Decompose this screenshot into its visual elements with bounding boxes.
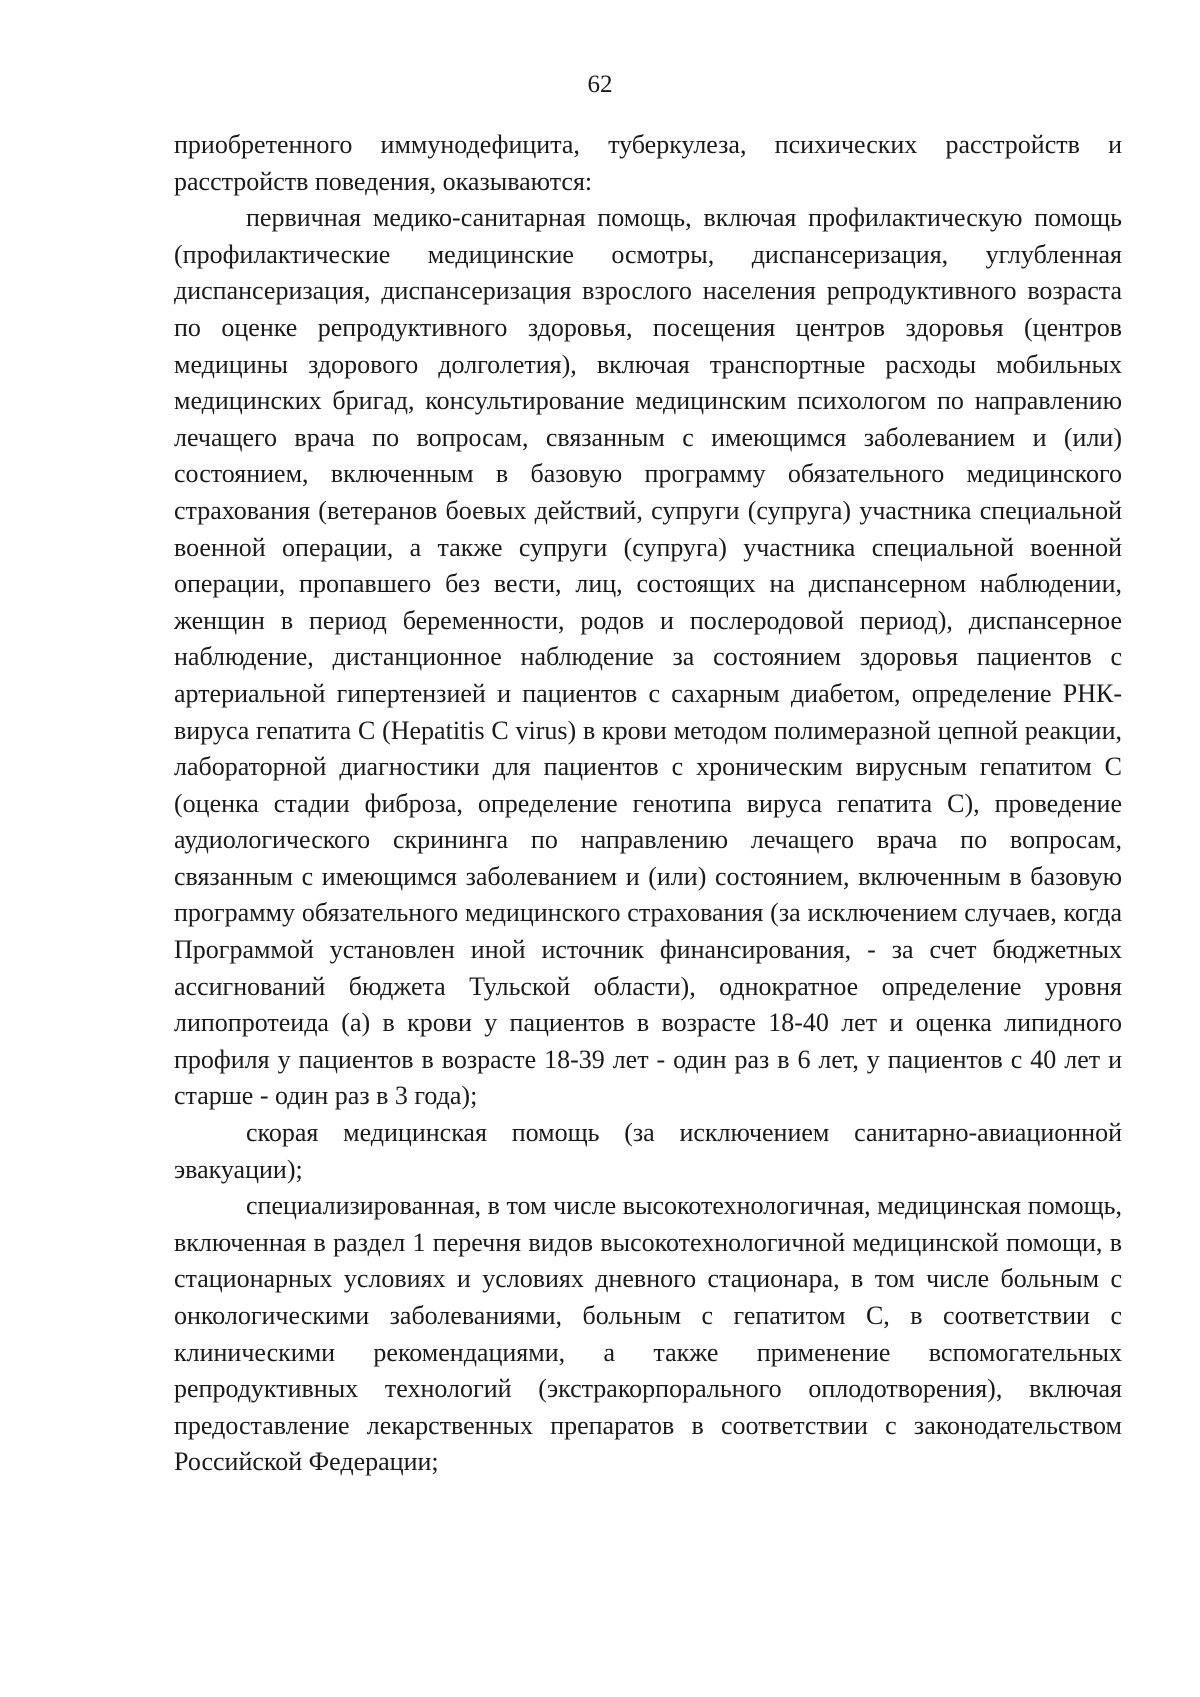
paragraph-emergency-care: скорая медицинская помощь (за исключением санитарно-авиационной эвакуации); [174,1118,1122,1184]
paragraph-continuation: приобретенного иммунодефицита, туберкулеза, психических расстройств и расстройств поведения, оказываются: [174,130,1122,196]
page-number: 62 [587,71,613,98]
paragraph-primary-care: первичная медико-санитарная помощь, включая профилактическую помощь (профилактические медицинские осмотры, диспансеризация, углубленная диспансеризация, диспансеризация взрослого населения репродуктивного возраста по оценке репродуктивного здоровья, посещения центров здоровья (центров медицины здорового долголетия), включая транспортные расходы мобильных медицинских бригад, консультирование медицинским психологом по направлению лечащего врача по вопросам, связанным с имеющимся заболеванием и (или) состоянием, включенным в базовую программу обязательного медицинского страхования (ветеранов боевых действий, супруги (супруга) участника специальной военной операции, а также супруги (супруга) участника специальной военной операции, пропавшего без вести, лиц, состоящих на диспансерном наблюдении, женщин в период беременности, родов и послеродовой период), диспансерное наблюдение, дистанционное наблюдение за состоянием здоровья пациентов с артериальной гипертензией и пациентов с сахарным диабетом, определение РНК-вируса гепатита C (Hepatitis C virus) в крови методом полимеразной цепной реакции, лабораторной диагностики для пациентов с хроническим вирусным гепатитом C (оценка стадии фиброза, определение генотипа вируса гепатита C), проведение аудиологического скрининга по направлению лечащего врача по вопросам, связанным с имеющимся заболеванием и (или) состоянием, включенным в базовую программу обязательного медицинского страхования (за исключением случаев, когда Программой установлен иной источник финансирования, - за счет бюджетных ассигнований бюджета Тульской области), однократное определение уровня липопротеида (а) в крови у пациентов в возрасте 18-40 лет и оценка липидного профиля у пациентов в возрасте 18-39 лет - один раз в 6 лет, у пациентов с 40 лет и старше - один раз в 3 года); [174,203,1122,1111]
document-body [174,127,1122,1481]
paragraph-specialized-care: специализированная, в том числе высокотехнологичная, медицинская помощь, включенная в раздел 1 перечня видов высокотехнологичной медицинской помощи, в стационарных условиях и условиях дневного стационара, в том числе больным с онкологическими заболеваниями, больным с гепатитом C, в соответствии с клиническими рекомендациями, а также применение вспомогательных репродуктивных технологий (экстракорпорального оплодотворения), включая предоставление лекарственных препаратов в соответствии с законодательством Российской Федерации; [174,1191,1122,1477]
